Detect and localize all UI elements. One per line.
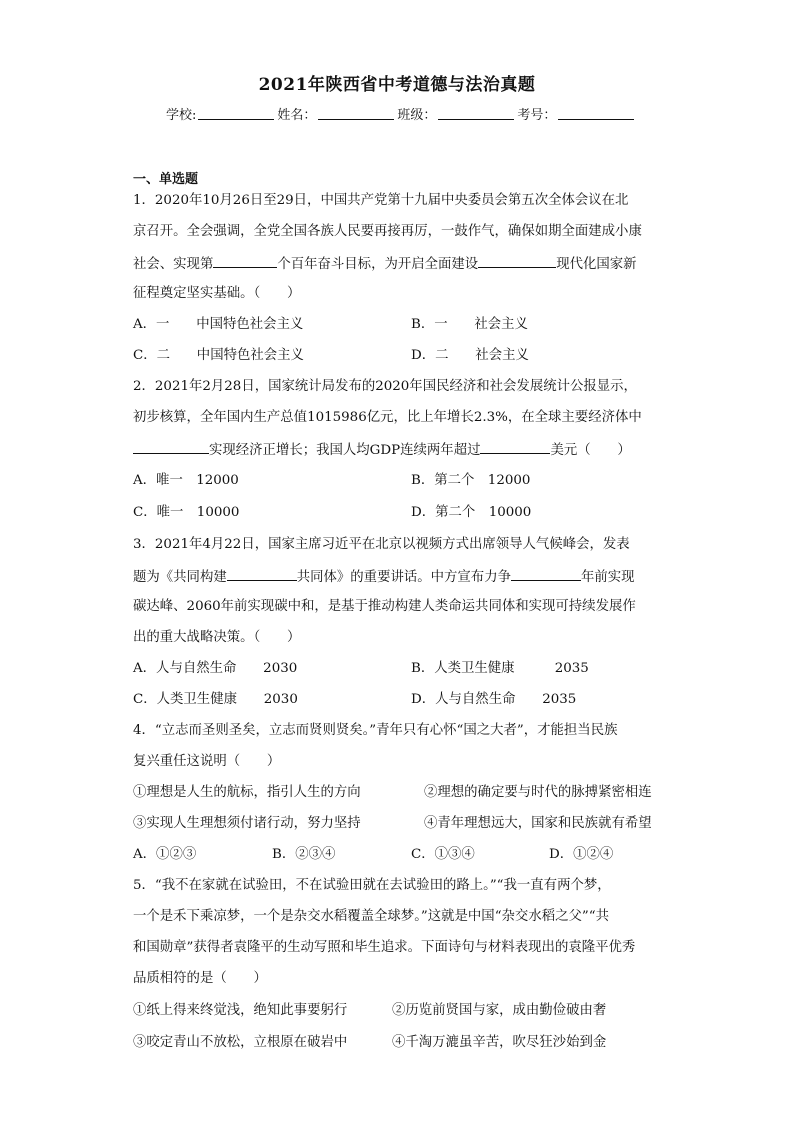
q3-option-a[interactable]: A．人与自然生命 2030 [133, 661, 298, 676]
q4-option-b[interactable]: B．②③④ [272, 847, 336, 862]
page-title: 2021年陕西省中考道德与法治真题 [258, 75, 536, 95]
q3-line-1: 3．2021年4月22日，国家主席习近平在北京以视频方式出席领导人气候峰会，发表 [133, 537, 630, 552]
q5-line-2: 一个是禾下乘凉梦，一个是杂交水稻覆盖全球梦。”这就是中国“杂交水稻之父”“共 [133, 909, 609, 924]
q2-option-d[interactable]: D．第二个 10000 [411, 505, 532, 520]
q4-statement-1: ①理想是人生的航标，指引人生的方向 [133, 785, 361, 800]
q4-line-1: 4．“立志而圣则圣矣，立志而贤则贤矣。”青年只有心怀“国之大者”，才能担当民族 [133, 723, 618, 738]
exam-no-label: 考号： [517, 108, 557, 123]
q1-line-2: 京召开。全会强调，全党全国各族人民要再接再厉，一鼓作气，确保如期全面建成小康 [133, 224, 642, 239]
q1-option-c[interactable]: C．二 中国特色社会主义 [133, 348, 304, 363]
q1-line-4: 征程奠定坚实基础。（ ） [133, 286, 301, 301]
class-field[interactable] [438, 107, 514, 120]
name-label: 姓名： [277, 108, 317, 123]
q2-option-a[interactable]: A．唯一 12000 [133, 473, 239, 488]
answer-blank [213, 254, 277, 268]
q4-statement-2: ②理想的确定要与时代的脉搏紧密相连 [424, 785, 652, 800]
q2-option-b[interactable]: B．第二个 12000 [411, 473, 531, 488]
name-field[interactable] [318, 107, 394, 120]
q3-line-4: 出的重大战略决策。（ ） [133, 630, 301, 645]
q1-option-d[interactable]: D．二 社会主义 [411, 348, 529, 363]
q2-line-1: 2．2021年2月28日，国家统计局发布的2020年国民经济和社会发展统计公报显示， [133, 379, 637, 394]
class-label: 班级： [397, 108, 437, 123]
q2-line-2: 初步核算，全年国内生产总值1015986亿元，比上年增长2.3%，在全球主要经济体中 [133, 410, 642, 425]
q1-line-1: 1．2020年10月26日至29日，中国共产党第十九届中央委员会第五次全体会议在北 [133, 193, 629, 208]
student-info-row [166, 104, 637, 123]
q3-option-c[interactable]: C．人类卫生健康 2030 [133, 692, 298, 707]
q4-option-c[interactable]: C．①③④ [411, 847, 475, 862]
answer-blank [480, 440, 550, 454]
q4-statement-3: ③实现人生理想须付诸行动，努力坚持 [133, 816, 361, 831]
q5-statement-2: ②历览前贤国与家，成由勤俭破由奢 [392, 1003, 607, 1018]
answer-blank [133, 440, 209, 454]
answer-blank [227, 567, 297, 581]
q1-option-a[interactable]: A．一 中国特色社会主义 [133, 317, 304, 332]
q3-option-d[interactable]: D．人与自然生命 2035 [411, 692, 577, 707]
q5-line-3: 和国勋章”获得者袁隆平的生动写照和毕生追求。下面诗句与材料表现出的袁隆平优秀 [133, 940, 636, 955]
q4-statement-4: ④青年理想远大，国家和民族就有希望 [424, 816, 652, 831]
answer-blank [511, 567, 581, 581]
q4-line-2: 复兴重任这说明（ ） [133, 754, 281, 769]
school-label: 学校: [166, 108, 197, 123]
q1-line-3: 社会、实现第 个百年奋斗目标，为开启全面建设 现代化国家新 [133, 254, 637, 274]
exam-no-field[interactable] [558, 107, 634, 120]
q4-option-a[interactable]: A．①②③ [133, 847, 197, 862]
school-field[interactable] [198, 107, 274, 120]
q5-line-4: 品质相符的是（ ） [133, 971, 267, 986]
q2-line-3: 实现经济正增长；我国人均GDP连续两年超过 美元（ ） [133, 440, 631, 460]
q3-option-b[interactable]: B．人类卫生健康 2035 [411, 661, 589, 676]
section-heading: 一、单选题 [133, 172, 199, 187]
q5-statement-4: ④千淘万漉虽辛苦，吹尽狂沙始到金 [392, 1035, 607, 1050]
q3-line-2: 题为《共同构建 共同体》的重要讲话。中方宣布力争 年前实现 [133, 567, 635, 587]
q2-option-c[interactable]: C．唯一 10000 [133, 505, 240, 520]
q3-line-3: 碳达峰、2060年前实现碳中和，是基于推动构建人类命运共同体和实现可持续发展作 [133, 599, 636, 614]
answer-blank [478, 254, 556, 268]
q5-line-1: 5．“我不在家就在试验田，不在试验田就在去试验田的路上。”“我一直有两个梦， [133, 878, 611, 893]
q5-statement-1: ①纸上得来终觉浅，绝知此事要躬行 [133, 1003, 348, 1018]
q5-statement-3: ③咬定青山不放松，立根原在破岩中 [133, 1035, 348, 1050]
q1-option-b[interactable]: B．一 社会主义 [411, 317, 528, 332]
q4-option-d[interactable]: D．①②④ [549, 847, 614, 862]
